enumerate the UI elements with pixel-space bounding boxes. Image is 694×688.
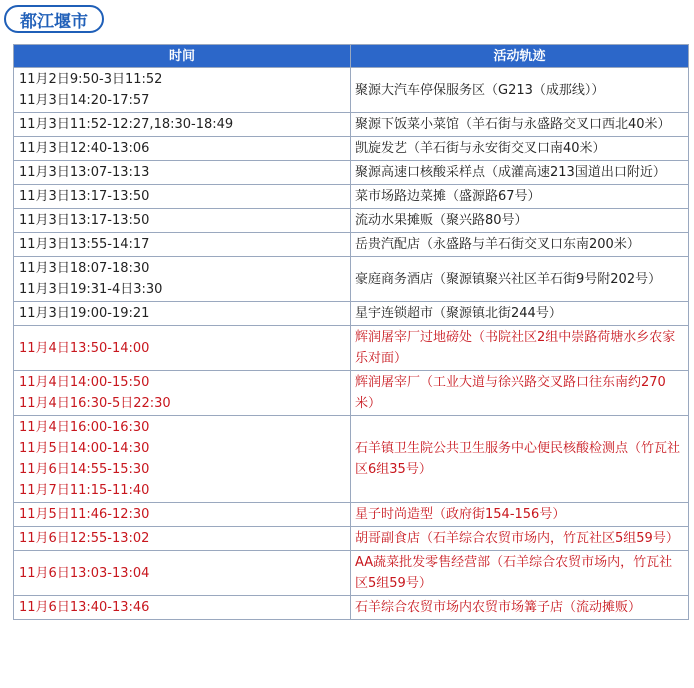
time-range: 11月4日14:00-15:50: [19, 375, 150, 390]
time-range: 11月3日18:07-18:30: [19, 261, 150, 276]
time-range: 11月3日11:52-12:27,18:30-18:49: [19, 117, 234, 132]
table-row: [14, 551, 689, 596]
table-row: [14, 137, 689, 161]
location-cell: 石羊镇卫生院公共卫生服务中心便民核酸检测点（竹瓦社区6组35号）: [351, 416, 689, 503]
time-range: 11月3日14:20-17:57: [19, 93, 150, 108]
region-title: 都江堰市: [4, 5, 104, 33]
time-range: 11月3日12:40-13:06: [19, 141, 150, 156]
time-cell: [14, 326, 351, 371]
time-cell: [14, 371, 351, 416]
table-body: [14, 68, 689, 620]
table-row: [14, 185, 689, 209]
location-cell: 聚源高速口核酸采样点（成灌高速213国道出口附近）: [351, 161, 689, 185]
header-time: 时间: [14, 45, 351, 68]
time-cell: [14, 68, 351, 113]
time-cell: [14, 209, 351, 233]
time-range: 11月4日16:30-5日22:30: [19, 396, 171, 411]
activity-trail-table: [13, 44, 689, 620]
time-cell: [14, 551, 351, 596]
time-range: 11月4日13:50-14:00: [19, 340, 150, 356]
time-range: 11月5日14:00-14:30: [19, 441, 150, 456]
time-cell: [14, 416, 351, 503]
time-range: 11月3日13:07-13:13: [19, 165, 150, 180]
location-cell: 石羊综合农贸市场内农贸市场篝子店（流动摊贩）: [351, 596, 689, 620]
location-cell: 胡哥副食店（石羊综合农贸市场内，竹瓦社区5组59号）: [351, 527, 689, 551]
table-row: [14, 161, 689, 185]
table-row: [14, 113, 689, 137]
time-cell: [14, 137, 351, 161]
table-row: [14, 302, 689, 326]
time-range: 11月6日14:55-15:30: [19, 462, 150, 477]
time-cell: [14, 257, 351, 302]
location-cell: AA蔬菜批发零售经营部（石羊综合农贸市场内，竹瓦社区5组59号）: [351, 551, 689, 596]
time-range: 11月3日13:55-14:17: [19, 237, 150, 252]
table-row: [14, 68, 689, 113]
time-range: 11月3日19:00-19:21: [19, 306, 150, 321]
table-row: [14, 233, 689, 257]
header-trail: 活动轨迹: [351, 45, 689, 68]
table-row: [14, 209, 689, 233]
time-cell: [14, 113, 351, 137]
location-cell: 豪庭商务酒店（聚源镇聚兴社区羊石街9号附202号）: [351, 257, 689, 302]
time-range: 11月6日13:40-13:46: [19, 600, 150, 615]
time-range: 11月7日11:15-11:40: [19, 483, 150, 498]
time-cell: [14, 527, 351, 551]
table-row: [14, 371, 689, 416]
location-cell: 辉润屠宰厂过地磅处（书院社区2组中崇路荷塘水乡农家乐对面）: [351, 326, 689, 371]
time-range: 11月5日11:46-12:30: [19, 507, 150, 522]
time-range: 11月4日16:00-16:30: [19, 420, 150, 435]
time-range: 11月6日12:55-13:02: [19, 531, 150, 546]
location-cell: 流动水果摊贩（聚兴路80号）: [351, 209, 689, 233]
table-row: [14, 503, 689, 527]
location-cell: 星子时尚造型（政府街154-156号）: [351, 503, 689, 527]
location-cell: 岳贵汽配店（永盛路与羊石街交叉口东南200米）: [351, 233, 689, 257]
time-cell: [14, 233, 351, 257]
table-header-row: [14, 45, 689, 68]
location-cell: 辉润屠宰厂（工业大道与徐兴路交叉路口往东南约270米）: [351, 371, 689, 416]
time-cell: [14, 503, 351, 527]
time-range: 11月3日19:31-4日3:30: [19, 282, 163, 297]
time-cell: [14, 185, 351, 209]
table-row: [14, 326, 689, 371]
time-range: 11月2日9:50-3日11:52: [19, 72, 163, 87]
location-cell: 凯旋发艺（羊石街与永安街交叉口南40米）: [351, 137, 689, 161]
location-cell: 聚源大汽车停保服务区（G213（成那线））: [351, 68, 689, 113]
table-row: [14, 257, 689, 302]
location-cell: 星宇连锁超市（聚源镇北街244号）: [351, 302, 689, 326]
location-cell: 聚源下饭菜小菜馆（羊石街与永盛路交叉口西北40米）: [351, 113, 689, 137]
table-row: [14, 416, 689, 503]
table-row: [14, 596, 689, 620]
location-cell: 菜市场路边菜摊（盛源路67号）: [351, 185, 689, 209]
time-cell: [14, 161, 351, 185]
time-cell: [14, 302, 351, 326]
time-range: 11月3日13:17-13:50: [19, 213, 150, 228]
table-row: [14, 527, 689, 551]
time-range: 11月6日13:03-13:04: [19, 565, 150, 581]
time-cell: [14, 596, 351, 620]
time-range: 11月3日13:17-13:50: [19, 189, 150, 204]
